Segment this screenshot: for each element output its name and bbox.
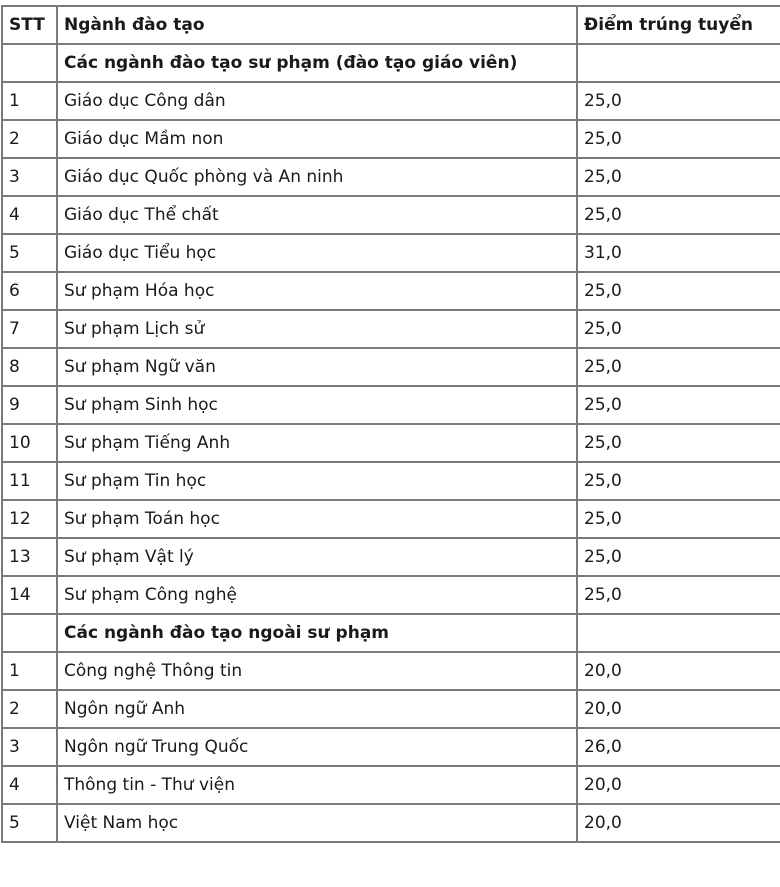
table-row bbox=[2, 766, 780, 804]
row-score: 31,0 bbox=[577, 234, 780, 272]
row-stt: 4 bbox=[2, 766, 57, 804]
row-score: 26,0 bbox=[577, 728, 780, 766]
row-major: Ngôn ngữ Trung Quốc bbox=[57, 728, 577, 766]
row-score: 25,0 bbox=[577, 462, 780, 500]
row-stt: 3 bbox=[2, 728, 57, 766]
row-stt: 1 bbox=[2, 82, 57, 120]
row-score: 25,0 bbox=[577, 310, 780, 348]
row-major: Việt Nam học bbox=[57, 804, 577, 842]
row-stt: 3 bbox=[2, 158, 57, 196]
row-major: Sư phạm Ngữ văn bbox=[57, 348, 577, 386]
row-stt: 8 bbox=[2, 348, 57, 386]
row-stt: 6 bbox=[2, 272, 57, 310]
row-major: Sư phạm Công nghệ bbox=[57, 576, 577, 614]
table-row bbox=[2, 234, 780, 272]
section-stt-cell bbox=[2, 44, 57, 82]
row-major: Thông tin - Thư viện bbox=[57, 766, 577, 804]
row-major: Sư phạm Toán học bbox=[57, 500, 577, 538]
admission-score-table bbox=[1, 5, 780, 843]
row-major: Sư phạm Sinh học bbox=[57, 386, 577, 424]
row-stt: 5 bbox=[2, 804, 57, 842]
header-score: Điểm trúng tuyển bbox=[577, 6, 780, 44]
section-header-row bbox=[2, 614, 780, 652]
row-score: 25,0 bbox=[577, 500, 780, 538]
table-row bbox=[2, 728, 780, 766]
section-title: Các ngành đào tạo sư phạm (đào tạo giáo viên) bbox=[57, 44, 577, 82]
table-row bbox=[2, 158, 780, 196]
row-major: Sư phạm Tiếng Anh bbox=[57, 424, 577, 462]
row-stt: 11 bbox=[2, 462, 57, 500]
row-score: 25,0 bbox=[577, 348, 780, 386]
table-row bbox=[2, 424, 780, 462]
row-stt: 2 bbox=[2, 690, 57, 728]
row-major: Giáo dục Quốc phòng và An ninh bbox=[57, 158, 577, 196]
row-score: 25,0 bbox=[577, 196, 780, 234]
row-score: 25,0 bbox=[577, 82, 780, 120]
section-title: Các ngành đào tạo ngoài sư phạm bbox=[57, 614, 577, 652]
row-score: 25,0 bbox=[577, 386, 780, 424]
table-header-row bbox=[2, 6, 780, 44]
table-row bbox=[2, 348, 780, 386]
section-score-cell bbox=[577, 44, 780, 82]
row-score: 25,0 bbox=[577, 538, 780, 576]
section-score-cell bbox=[577, 614, 780, 652]
row-stt: 4 bbox=[2, 196, 57, 234]
row-stt: 14 bbox=[2, 576, 57, 614]
table-row bbox=[2, 690, 780, 728]
row-stt: 9 bbox=[2, 386, 57, 424]
table-row bbox=[2, 120, 780, 158]
row-major: Giáo dục Thể chất bbox=[57, 196, 577, 234]
row-score: 20,0 bbox=[577, 652, 780, 690]
row-major: Giáo dục Tiểu học bbox=[57, 234, 577, 272]
table-body bbox=[2, 6, 780, 842]
row-stt: 1 bbox=[2, 652, 57, 690]
row-major: Ngôn ngữ Anh bbox=[57, 690, 577, 728]
row-stt: 13 bbox=[2, 538, 57, 576]
row-major: Giáo dục Công dân bbox=[57, 82, 577, 120]
row-major: Công nghệ Thông tin bbox=[57, 652, 577, 690]
section-stt-cell bbox=[2, 614, 57, 652]
table-row bbox=[2, 576, 780, 614]
table-row bbox=[2, 462, 780, 500]
row-score: 25,0 bbox=[577, 120, 780, 158]
row-stt: 12 bbox=[2, 500, 57, 538]
row-score: 20,0 bbox=[577, 766, 780, 804]
row-score: 20,0 bbox=[577, 804, 780, 842]
row-major: Sư phạm Tin học bbox=[57, 462, 577, 500]
row-major: Sư phạm Hóa học bbox=[57, 272, 577, 310]
row-stt: 7 bbox=[2, 310, 57, 348]
row-score: 25,0 bbox=[577, 158, 780, 196]
row-major: Sư phạm Vật lý bbox=[57, 538, 577, 576]
section-header-row bbox=[2, 44, 780, 82]
table-row bbox=[2, 652, 780, 690]
table-row bbox=[2, 500, 780, 538]
header-major: Ngành đào tạo bbox=[57, 6, 577, 44]
row-major: Giáo dục Mầm non bbox=[57, 120, 577, 158]
table-row bbox=[2, 310, 780, 348]
header-stt: STT bbox=[2, 6, 57, 44]
row-score: 20,0 bbox=[577, 690, 780, 728]
row-score: 25,0 bbox=[577, 424, 780, 462]
row-score: 25,0 bbox=[577, 576, 780, 614]
table-row bbox=[2, 538, 780, 576]
table-row bbox=[2, 272, 780, 310]
row-stt: 5 bbox=[2, 234, 57, 272]
row-score: 25,0 bbox=[577, 272, 780, 310]
table-row bbox=[2, 804, 780, 842]
row-stt: 10 bbox=[2, 424, 57, 462]
table-row bbox=[2, 386, 780, 424]
row-major: Sư phạm Lịch sử bbox=[57, 310, 577, 348]
table-row bbox=[2, 196, 780, 234]
table-row bbox=[2, 82, 780, 120]
row-stt: 2 bbox=[2, 120, 57, 158]
